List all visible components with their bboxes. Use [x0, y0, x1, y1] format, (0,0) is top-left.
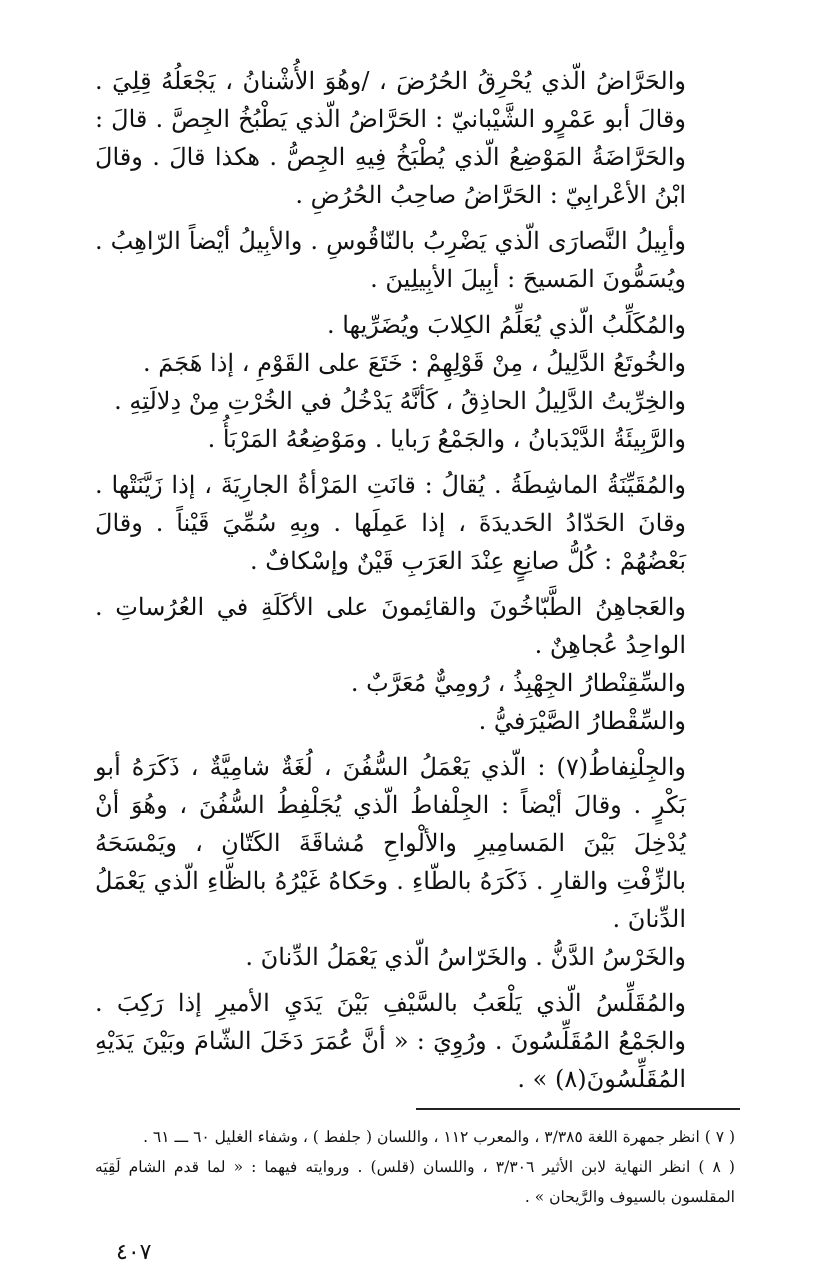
paragraph-harrad: والحَرَّاضُ الّذي يُحْرِقُ الحُرُضَ ، /وهُوَ الأُشْنانُ ، يَجْعَلُهُ قِلِيَ . وقالَ أبو عَمْرٍو الشَّيْبانيّ : الحَرَّاضُ الّذي يَطْبُخُ الجِصَّ . قالَ : والحَرَّاضَةُ المَوْضِعُ الّذي يُطْبَخُ فِيهِ الجِصُّ . هكذا قالَ . وقالَ ابْنُ الأعْرابِيّ : الحَرَّاضُ صاحِبُ الحُرُضِ . — [95, 67, 686, 209]
footnotes — [95, 1122, 735, 1212]
paragraph-muqallis: والمُقَلِّسُ الّذي يَلْعَبُ بالسَّيْفِ بَيْنَ يَدَيِ الأميرِ إذا رَكِبَ . والجَمْعُ المُقَلِّسُونَ . ورُوِيَ : « أنَّ عُمَرَ دَخَلَ الشّامَ وبَيْنَ يَدَيْهِ المُقَلِّسُونَ(٨) » . — [95, 989, 686, 1093]
footnote-divider — [416, 1108, 740, 1110]
paragraph-abil: وأبِيلُ النَّصارَى الّذي يَضْرِبُ بالنّاقُوسِ . والأبِيلُ أيْضاً الرّاهِبُ . ويُسَمُّونَ المَسيحَ : أبِيلَ الأبِيلِينَ . — [95, 227, 686, 293]
main-text — [95, 62, 732, 1098]
page-number: ٤٠٧ — [116, 1240, 152, 1265]
paragraph-siqtar: والسِّقْطارُ الصَّيْرَفيُّ . — [478, 707, 686, 735]
paragraph-khirrit: والخِرِّيتُ الدَّلِيلُ الحاذِقُ ، كَأنَّهُ يَدْخُلُ في الخُرْتِ مِنْ دِلالَتِهِ . — [114, 387, 686, 415]
paragraph-ajahin: والعَجاهِنُ الطَّبّاخُونَ والقائِمونَ على الأكَلَةِ في العُرُساتِ . الواحِدُ عُجاهِنٌ . — [95, 593, 686, 659]
paragraph-muqayyina: والمُقَيِّنَةُ الماشِطَةُ . يُقالُ : قانَتِ المَرْأةُ الجارِيَةَ ، إذا زَيَّنَتْها . وقانَ الحَدّادُ الحَديدَةَ ، إذا عَمِلَها . وبِهِ سُمِّيَ قَيْناً . وقالَ بَعْضُهُمْ : كُلُّ صانِعٍ عِنْدَ العَرَبِ قَيْنٌ وإسْكافٌ . — [95, 471, 686, 575]
paragraph-jilnifat: والجِلْنِفاطُ(٧) : الّذي يَعْمَلُ السُّفُنَ ، لُغَةٌ شامِيَّةٌ ، ذَكَرَهُ أبو بَكْرٍ . وقالَ أيْضاً : الجِلْفاطُ الّذي يُجَلْفِطُ السُّفُنَ ، وهُوَ أنْ يُدْخِلَ بَيْنَ المَسامِيرِ والألْواحِ مُشاقَةَ الكَتّانِ ، ويَمْسَحَهُ بالزِّفْتِ والقارِ . ذَكَرَهُ بالطّاءِ . وحَكاهُ غَيْرُهُ بالظّاءِ الّذي يَعْمَلُ الدِّنانَ . — [95, 753, 686, 933]
paragraph-mukallib: والمُكَلِّبُ الّذي يُعَلِّمُ الكِلابَ ويُضَرِّيها . — [326, 311, 686, 339]
footnote-7: ( ٧ ) انظر جمهرة اللغة ٣/٣٨٥ ، والمعرب ١١٢ ، واللسان ( جلفط ) ، وشفاء الغليل ٦٠ ـــ ٦١ . — [143, 1128, 735, 1146]
paragraph-khars: والخَرْسُ الدَّنُّ . والخَرّاسُ الّذي يَعْمَلُ الدِّنانَ . — [245, 943, 686, 971]
footnote-8: ( ٨ ) انظر النهاية لابن الأثير ٣/٣٠٦ ، واللسان (قلس) . وروايته فيهما : « لما قدم الشام لَقِيَه المقلسون بالسيوف والرَّيحان » . — [95, 1158, 735, 1206]
paragraph-siqintar: والسِّقِنْطارُ الجِهْبِذُ ، رُومِيٌّ مُعَرَّبٌ . — [350, 669, 686, 697]
paragraph-khawta: والخُوتَعُ الدَّلِيلُ ، مِنْ قَوْلِهِمْ : خَتَعَ على القَوْمِ ، إذا هَجَمَ . — [143, 349, 686, 377]
paragraph-rabia: والرَّبِيئَةُ الدَّيْدَبانُ ، والجَمْعُ رَبايا . ومَوْضِعُهُ المَرْبَأُ . — [207, 425, 686, 453]
